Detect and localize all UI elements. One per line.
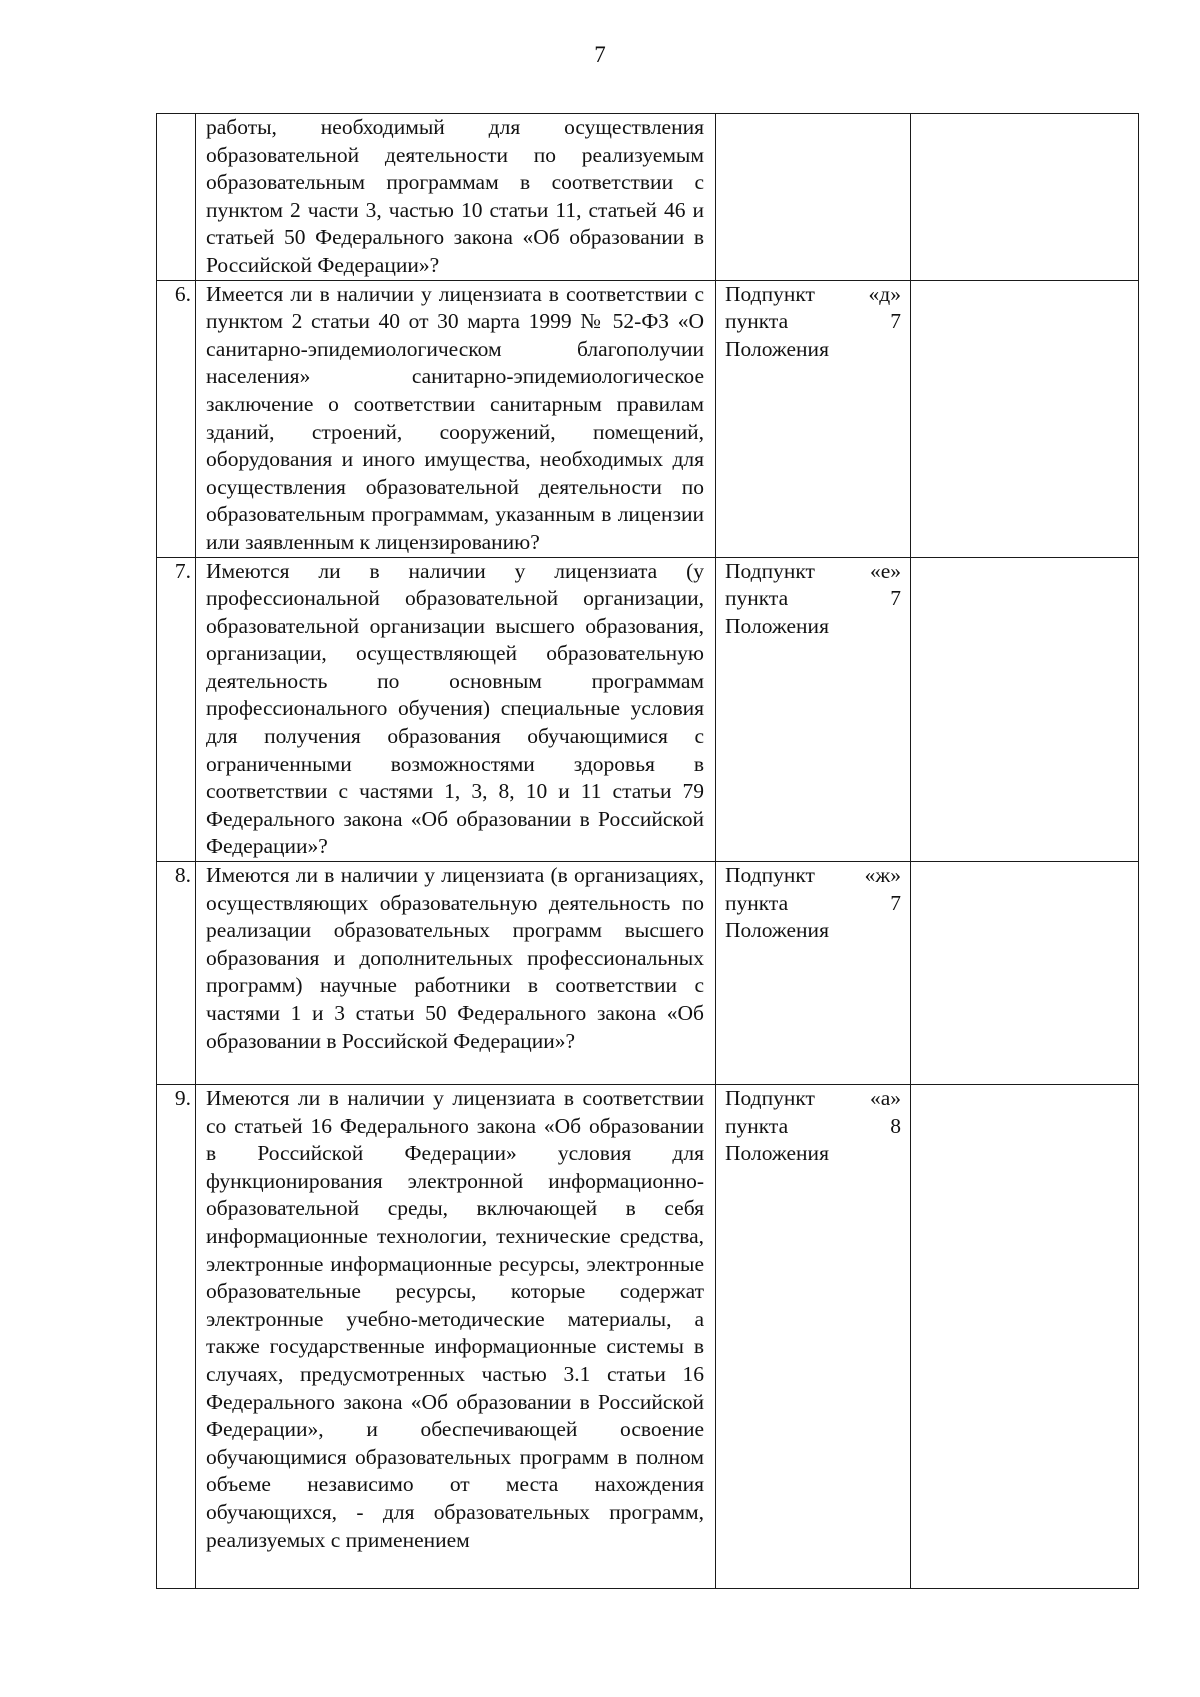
reference-cell [716,280,911,557]
reference-point-word: пункта [725,586,789,611]
question-cell [196,1085,716,1589]
reference-cell [716,862,911,1085]
page-number: 7 [594,42,606,67]
question-text: Имеются ли в наличии у лицензиата (в организациях, осуществляющих образовательную деятельность по реализации образовательных программ высшего образования и дополнительных профессиональных программ) научные работники в соответствии с частями 1 и 3 статьи 50 Федерального закона «Об образовании в Российской Федерации»? [206,863,704,1053]
reference-subpoint-letter: «д» [868,281,901,306]
answer-cell [911,1085,1139,1589]
answer-cell [911,862,1139,1085]
reference-document: Положения [725,1141,829,1166]
question-cell [196,280,716,557]
row-number: 6. [157,280,196,557]
question-cell [196,557,716,862]
reference-document: Положения [725,613,829,638]
reference-cell [716,557,911,862]
question-text: работы, необходимый для осуществления образовательной деятельности по реализуемым образовательным программам в соответствии с пунктом 2 части 3, частью 10 статьи 11, статьей 46 и статьей 50 Федерального закона «Об образовании в Российской Федерации»? [206,115,704,277]
reference-point-number: 7 [890,309,901,334]
reference-subpoint-word: Подпункт [725,281,815,306]
table-row [157,862,1139,1085]
question-text: Имеются ли в наличии у лицензиата в соответствии со статьей 16 Федерального закона «Об образовании в Российской Федерации» условия для функционирования электронной информационно-образовательной среды, включающей в себя информационные технологии, технические средства, электронные информационные ресурсы, электронные образовательные ресурсы, которые содержат электронные учебно-методические материалы, а также государственные информационные системы в случаях, предусмотренных частью 3.1 статьи 16 Федерального закона «Об образовании в Российской Федерации», и обеспечивающей освоение обучающимися образовательных программ в полном объеме независимо от места нахождения обучающихся, - для образовательных программ, реализуемых с применением [206,1086,704,1552]
reference-document: Положения [725,918,829,943]
row-number: 8. [157,862,196,1085]
reference-point-word: пункта [725,1113,789,1138]
reference-cell [716,1085,911,1589]
reference-point-word: пункта [725,890,789,915]
reference-subpoint-letter: «ж» [864,863,901,888]
question-cell [196,862,716,1085]
checklist-table [156,113,1139,1589]
question-text: Имеются ли в наличии у лицензиата (у профессиональной образовательной организации, образовательной организации высшего образования, организации, осуществляющей образовательную деятельность по основным программам профессионального обучения) специальные условия для получения образования обучающимися с ограниченными возможностями здоровья в соответствии с частями 1, 3, 8, 10 и 11 статьи 79 Федерального закона «Об образовании в Российской Федерации»? [206,558,704,859]
table-row [157,114,1139,281]
reference-subpoint-word: Подпункт [725,1086,815,1111]
answer-cell [911,114,1139,281]
row-number [157,114,196,281]
reference-document: Положения [725,336,829,361]
row-number: 7. [157,557,196,862]
question-cell [196,114,716,281]
reference-subpoint-word: Подпункт [725,863,815,888]
reference-subpoint-letter: «а» [869,1086,901,1111]
reference-cell [716,114,911,281]
reference-point-word: пункта [725,309,789,334]
reference-point-number: 7 [890,586,901,611]
question-text: Имеется ли в наличии у лицензиата в соответствии с пунктом 2 статьи 40 от 30 марта 1999 № 52-ФЗ «О санитарно-эпидемиологическом благополучии населения» санитарно-эпидемиологическое заключение о соответствии санитарным правилам зданий, строений, сооружений, помещений, оборудования и иного имущества, необходимых для осуществления образовательной деятельности по образовательным программам, указанным в лицензии или заявленным к лицензированию? [206,281,704,554]
table-row [157,280,1139,557]
table-row [157,557,1139,862]
answer-cell [911,280,1139,557]
reference-point-number: 7 [890,890,901,915]
answer-cell [911,557,1139,862]
row-number: 9. [157,1085,196,1589]
reference-subpoint-letter: «е» [869,558,901,583]
reference-subpoint-word: Подпункт [725,558,815,583]
table-row [157,1085,1139,1589]
reference-point-number: 8 [890,1113,901,1138]
